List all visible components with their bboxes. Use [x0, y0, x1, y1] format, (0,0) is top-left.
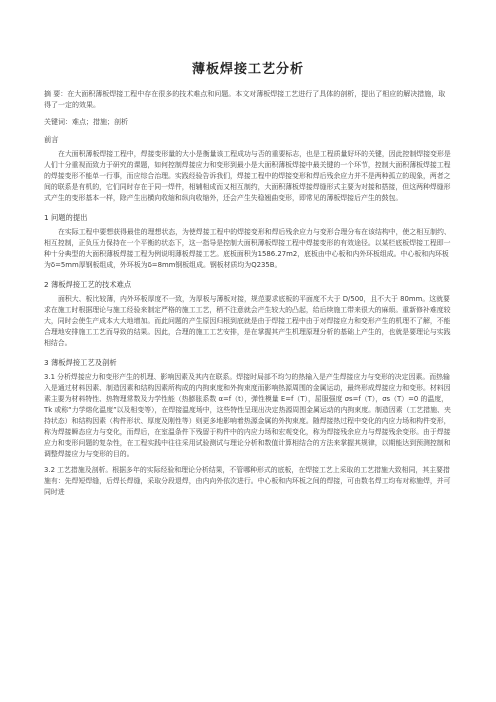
section-1-paragraph: 在实际工程中要想获得最佳的理想状态，为使焊接工程中的焊接变形和焊后残余应力与变形合理分布在该结构中，使之相互制约、相互控制，正负压力保持在一个平衡的状态下，这一指导是控制大面积薄板焊接工程中焊接变形的有效途径。以某栏底板焊接工程即一种十分典型的大面积薄板焊接工程为例说明薄板焊接工艺。底板面积为1586.27m2，底板由中心板和内外环板组成。中心板和内环板为δ=5mm厚钢板组成，外环板为δ=8mm钢板组成。钢板材质均为Q235B。: [44, 228, 451, 269]
section-3-paragraph-1: 3.1 分析焊接应力和变形产生的机理、影响因素及其内在联系。焊接时局部不均匀的热输入是产生焊接应力与变形的决定因素。而热输入是通过材料因素、制造因素和结构因素所构成的内拘束度和外拘束度而影响热源周围的金属运动，最终形成焊接应力和变形。材料因素主要为材料特性、热物理常数及力学性能（热膨胀系数 α=f（t），弹性模量 E=f（T），屈服强度 σs=f（T），σs（T）=0 的温度，Tk 或称“力学熔化温度”以及相变等），在焊接温度场中，这些特性呈现出决定热源周围金属运动的内拘束度。制造因素（工艺措施、夹持状态）和结构因素（构件形状、厚度及刚性等）则更多地影响着热源金属的外拘束度。随焊接热过程中变化的内应力场和构件变形，称为焊接瞬态应力与变化，而焊后，在室温条件下残留于构件中的内应力场和宏观变化，称为焊接残余应力与焊接残余变形。由于焊接应力和变形问题的复杂性，在工程实践中往往采用试验测试与理论分析和数值计算相结合的方法来掌握其规律，以期能达到预测控制和调整焊接应力与变形的目的。: [44, 373, 451, 458]
paper-title: 薄板焊接工艺分析: [191, 62, 304, 77]
preface-paragraph: 在大面积薄板焊接工程中，焊接变形量的大小是衡量该工程成功与否的重要标志，也是工程质量好坏的关键，因此控制焊接变形是人们十分重视而致力于研究的课题，如何控制焊接应力和变形到最小是大面积薄板焊接中最关键的一个环节，控制大面积薄板焊接工程的焊接变形不能单一行事，而应综合治理。实践经验告诉我们，焊接工程中的焊接变形和焊后残余应力并不是两种孤立的现象，两者之间的联系是有机的，它们同时存在于同一焊件，相辅相成而又相互制约，大面积薄板焊接焊缝形式主要为对接和搭接，但这两种焊缝形式产生的变形基本一样，除产生出横向收缩和纵向收缩外，还会产生失稳翘曲变形，即常见的薄板焊接后产生的鼓包。: [44, 150, 451, 202]
section-2-paragraph: 面积大、板比较薄，内外环板厚度不一致，为厚板与薄板对接，规范要求底板的平面度不大于 D/500，且不大于 80mm。这就要求在施工时根据理论与施工经验来制定严格的施工工艺，稍不注意就会产生较大的凸起，给后续施工带来很大的麻烦。重新修补难度较大，同时会使生产成本大大地增加。而此问题的产生原因归根到底就是由于焊接工程中由于对焊接应力和变形产生的机理不了解，不能合理地安排施工工艺而导致的结果。因此，合理的施工工艺安排，是在掌握其产生机理原理分析的基础上产生的，也就是要理论与实践相结合。: [44, 295, 451, 347]
section-3-paragraph-2: 3.2 工艺措施及剖析。根据多年的实际经验和理论分析结果，不管哪种形式的底板，在焊接工艺上采取的工艺措施大致相同，其主要措施有：先焊短焊缝，后焊长焊缝，采取分段退焊，由内向外依次进行。中心板和内环板之间的焊接，可由数名焊工均布对称施焊，并可同时进: [44, 466, 451, 496]
abstract: 摘 要：在大面积薄板焊接工程中存在很多的技术难点和问题。本文对薄板焊接工艺进行了具体的剖析，提出了相应的解决措施，取得了一定的效果。: [44, 90, 446, 109]
section-3-heading: 3 薄板焊接工艺及剖析: [44, 358, 117, 367]
preface-heading: 前言: [44, 135, 59, 144]
keywords: 关键词：难点；措施；剖析: [44, 118, 128, 126]
section-1-heading: 1 问题的提出: [44, 213, 88, 222]
section-2-heading: 2 薄板焊接工艺的技术难点: [44, 280, 132, 289]
